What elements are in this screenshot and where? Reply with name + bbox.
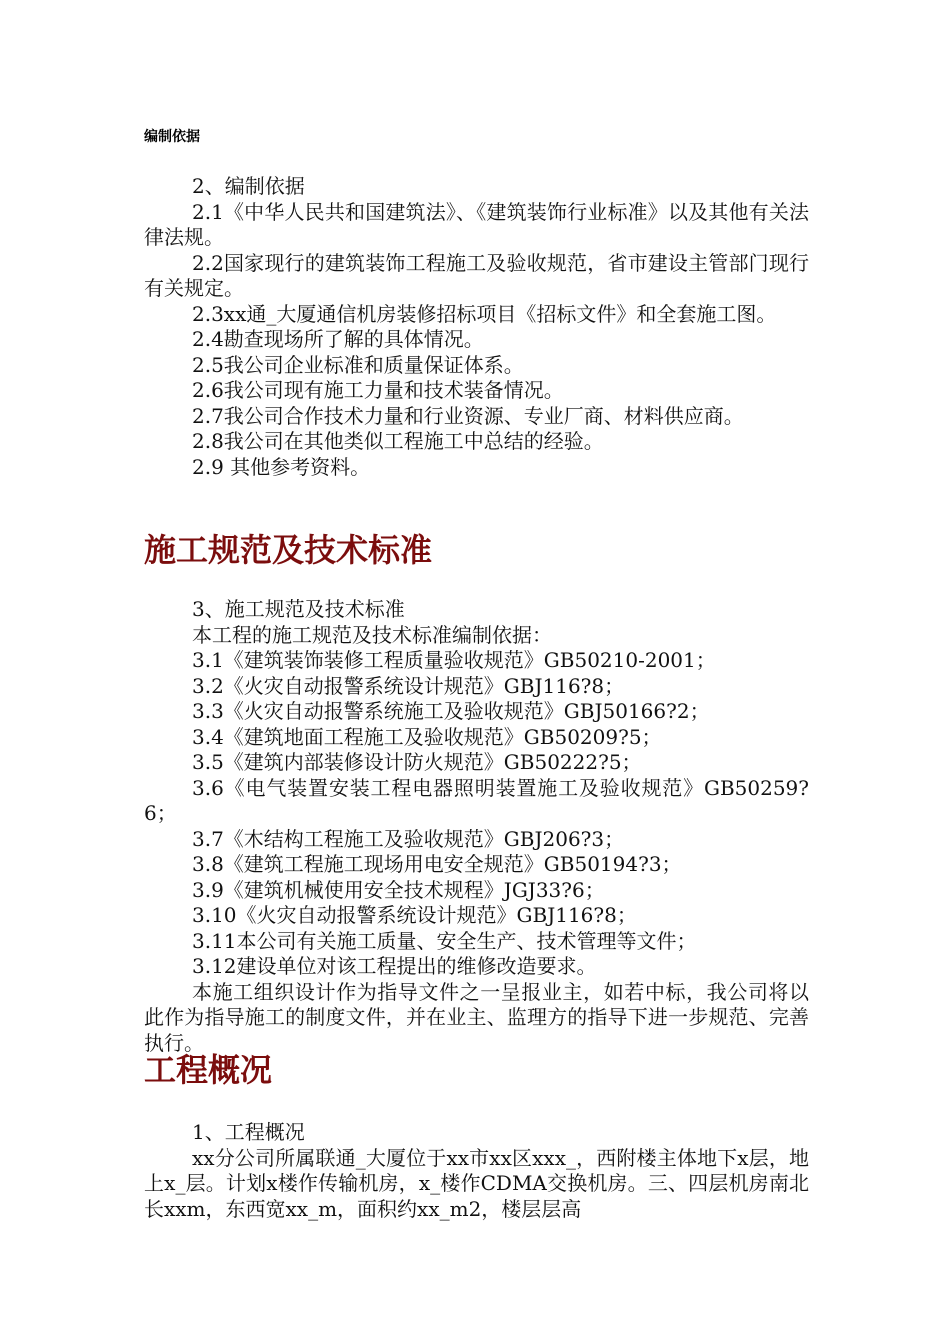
- paragraph: 3.9《建筑机械使用安全技术规程》JGJ33?6；: [192, 877, 605, 902]
- paragraph: 3.2《火灾自动报警系统设计规范》GBJ116?8；: [192, 673, 625, 698]
- paragraph: 2.6我公司现有施工力量和技术装备情况。: [192, 378, 564, 402]
- paragraph: 2.2国家现行的建筑装饰工程施工及验收规范，省市建设主管部门现行有关规定。: [144, 250, 809, 300]
- paragraph: 2.5我公司企业标准和质量保证体系。: [192, 352, 524, 377]
- paragraph: 3.8《建筑工程施工现场用电安全规范》GB50194?3；: [192, 852, 682, 876]
- document-title: 编制依据: [144, 129, 200, 145]
- paragraph: 2.9 其他参考资料。: [192, 454, 371, 479]
- paragraph: 本施工组织设计作为指导文件之一呈报业主，如若中标，我公司将以此作为指导施工的制度文件，并在业主、监理方的指导下进一步规范、完善执行。: [144, 979, 809, 1055]
- paragraph: 2.1《中华人民共和国建筑法》、《建筑装饰行业标准》以及其他有关法律法规。: [144, 199, 809, 249]
- paragraph: 3.5《建筑内部装修设计防火规范》GB50222?5；: [192, 750, 642, 774]
- paragraph: 2.7我公司合作技术力量和行业资源、专业厂商、材料供应商。: [192, 403, 744, 428]
- paragraph: 3.6《电气装置安装工程电器照明装置施工及验收规范》GB50259?6；: [144, 775, 809, 825]
- paragraph: 3.1《建筑装饰装修工程质量验收规范》GB50210-2001；: [192, 648, 716, 672]
- paragraph: 2.8我公司在其他类似工程施工中总结的经验。: [192, 429, 604, 453]
- paragraph: 3.10《火灾自动报警系统设计规范》GBJ116?8；: [192, 903, 637, 927]
- section-basis: [144, 174, 809, 480]
- section-heading-overview: 工程概况: [144, 1051, 273, 1089]
- paragraph: 3.12建设单位对该工程提出的维修改造要求。: [192, 954, 597, 978]
- paragraph: xx分公司所属联通_大厦位于xx市xx区xxx_，西附楼主体地下x层，地上x_层。计划x楼作传输机房，x_楼作CDMA交换机房。三、四层机房南北长xxm，东西宽xx_m，面积约xx_m2，楼层层高: [144, 1145, 809, 1221]
- section-overview: [144, 1120, 809, 1222]
- paragraph: 2、编制依据: [192, 174, 305, 198]
- paragraph: 3、施工规范及技术标准: [192, 597, 405, 621]
- section-heading-standards: 施工规范及技术标准: [144, 531, 433, 569]
- paragraph: 2.3xx通_大厦通信机房装修招标项目《招标文件》和全套施工图。: [192, 301, 777, 326]
- paragraph: 3.4《建筑地面工程施工及验收规范》GB50209?5；: [192, 724, 662, 749]
- paragraph: 3.11本公司有关施工质量、安全生产、技术管理等文件；: [192, 928, 697, 953]
- paragraph: 1、工程概况: [192, 1120, 305, 1144]
- paragraph: 本工程的施工规范及技术标准编制依据：: [192, 622, 552, 647]
- paragraph: 3.3《火灾自动报警系统施工及验收规范》GBJ50166?2；: [192, 699, 710, 723]
- section-standards: [144, 597, 809, 1056]
- paragraph: 3.7《木结构工程施工及验收规范》GBJ206?3；: [192, 826, 625, 851]
- paragraph: 2.4勘查现场所了解的具体情况。: [192, 327, 484, 351]
